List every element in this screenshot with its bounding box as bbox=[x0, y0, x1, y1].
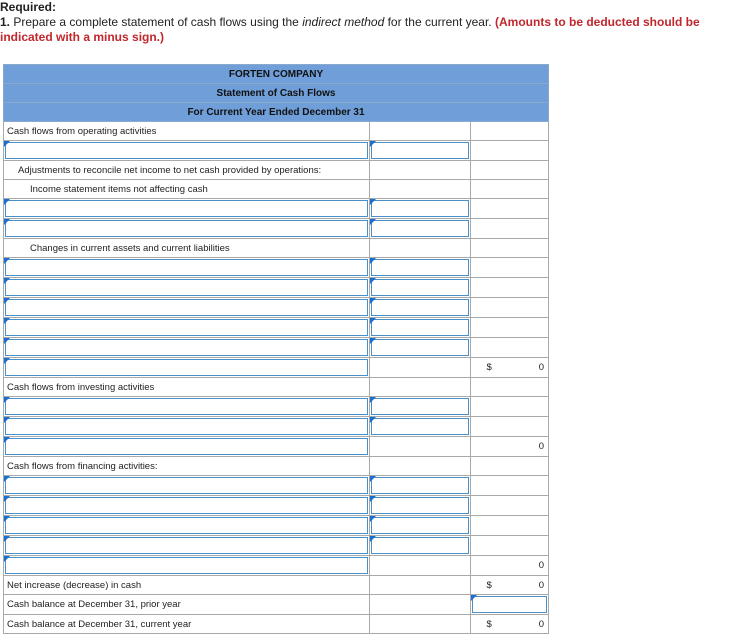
change-amount-input[interactable] bbox=[370, 338, 471, 358]
statement-period: For Current Year Ended December 31 bbox=[4, 103, 549, 122]
financing-amount-input[interactable] bbox=[370, 496, 471, 516]
table-row bbox=[4, 122, 549, 141]
income-item-amount-input[interactable] bbox=[370, 219, 471, 239]
table-row bbox=[4, 556, 549, 576]
adjustments-label: Adjustments to reconcile net income to net cash provided by operations: bbox=[4, 161, 370, 180]
currency-symbol: $ bbox=[486, 618, 492, 630]
financing-amount-input[interactable] bbox=[370, 536, 471, 556]
financing-label-input[interactable] bbox=[4, 516, 370, 536]
table-row bbox=[4, 278, 549, 298]
investing-amount-input[interactable] bbox=[370, 397, 471, 417]
currency-symbol: $ bbox=[486, 362, 492, 373]
operating-total-value: 0 bbox=[538, 362, 544, 373]
prior-balance-input[interactable] bbox=[470, 595, 548, 615]
table-row bbox=[4, 437, 549, 457]
income-items-label: Income statement items not affecting cash bbox=[4, 180, 370, 199]
change-label-input[interactable] bbox=[4, 318, 370, 338]
current-balance bbox=[470, 615, 548, 634]
table-row bbox=[4, 358, 549, 378]
financing-label-input[interactable] bbox=[4, 496, 370, 516]
income-item-amount-input[interactable] bbox=[370, 199, 471, 219]
minus-sign-note: (Amounts to be deducted should be indicated with a minus sign.) bbox=[0, 15, 700, 44]
current-balance-label: Cash balance at December 31, current year bbox=[4, 615, 370, 634]
table-row bbox=[4, 141, 549, 161]
table-row bbox=[4, 615, 549, 634]
requirement-number: 1. bbox=[0, 15, 11, 29]
current-balance-value: 0 bbox=[538, 618, 544, 630]
change-amount-input[interactable] bbox=[370, 298, 471, 318]
table-row bbox=[4, 457, 549, 476]
operating-total bbox=[470, 358, 548, 378]
net-change bbox=[470, 576, 548, 595]
change-amount-input[interactable] bbox=[370, 278, 471, 298]
required-label: Required: bbox=[0, 0, 57, 14]
investing-total-label-input[interactable] bbox=[4, 437, 370, 457]
table-row bbox=[4, 298, 549, 318]
net-income-amount-input[interactable] bbox=[370, 141, 471, 161]
investing-total bbox=[470, 437, 548, 457]
financing-label-input[interactable] bbox=[4, 476, 370, 496]
financing-amount-input[interactable] bbox=[370, 516, 471, 536]
financing-total bbox=[470, 556, 548, 576]
operating-heading: Cash flows from operating activities bbox=[4, 122, 370, 141]
change-label-input[interactable] bbox=[4, 298, 370, 318]
financing-label-input[interactable] bbox=[4, 536, 370, 556]
table-row bbox=[4, 219, 549, 239]
changes-label: Changes in current assets and current liabilities bbox=[4, 239, 370, 258]
instruction-text bbox=[0, 15, 740, 45]
change-amount-input[interactable] bbox=[370, 258, 471, 278]
change-label-input[interactable] bbox=[4, 278, 370, 298]
investing-heading: Cash flows from investing activities bbox=[4, 378, 370, 397]
income-item-label-input[interactable] bbox=[4, 199, 370, 219]
table-row bbox=[4, 397, 549, 417]
table-row bbox=[4, 496, 549, 516]
financing-heading: Cash flows from financing activities: bbox=[4, 457, 370, 476]
table-row bbox=[4, 338, 549, 358]
table-row bbox=[4, 318, 549, 338]
change-amount-input[interactable] bbox=[370, 318, 471, 338]
table-row bbox=[4, 576, 549, 595]
table-row bbox=[4, 476, 549, 496]
table-row bbox=[4, 516, 549, 536]
investing-amount-input[interactable] bbox=[370, 417, 471, 437]
table-row bbox=[4, 378, 549, 397]
operating-total-label-input[interactable] bbox=[4, 358, 370, 378]
table-row bbox=[4, 180, 549, 199]
table-row bbox=[4, 199, 549, 219]
company-name: FORTEN COMPANY bbox=[4, 65, 549, 84]
instruction-text-after: for the current year. bbox=[387, 15, 492, 29]
change-label-input[interactable] bbox=[4, 258, 370, 278]
net-income-label-input[interactable] bbox=[4, 141, 370, 161]
table-row bbox=[4, 239, 549, 258]
income-item-label-input[interactable] bbox=[4, 219, 370, 239]
change-label-input[interactable] bbox=[4, 338, 370, 358]
prior-balance-label: Cash balance at December 31, prior year bbox=[4, 595, 370, 615]
investing-total-value: 0 bbox=[538, 441, 544, 452]
financing-total-value: 0 bbox=[538, 560, 544, 571]
instruction-text-before: Prepare a complete statement of cash flows using the bbox=[13, 15, 299, 29]
currency-symbol: $ bbox=[486, 579, 492, 591]
table-row bbox=[4, 536, 549, 556]
statement-title: Statement of Cash Flows bbox=[4, 84, 549, 103]
investing-label-input[interactable] bbox=[4, 417, 370, 437]
table-row bbox=[4, 258, 549, 278]
instruction-method: indirect method bbox=[302, 15, 385, 29]
financing-amount-input[interactable] bbox=[370, 476, 471, 496]
table-row bbox=[4, 595, 549, 615]
instructions bbox=[0, 0, 740, 45]
table-row bbox=[4, 417, 549, 437]
investing-label-input[interactable] bbox=[4, 397, 370, 417]
table-row bbox=[4, 161, 549, 180]
cash-flow-statement bbox=[3, 64, 549, 634]
financing-total-label-input[interactable] bbox=[4, 556, 370, 576]
net-change-value: 0 bbox=[538, 579, 544, 591]
net-change-label: Net increase (decrease) in cash bbox=[4, 576, 370, 595]
